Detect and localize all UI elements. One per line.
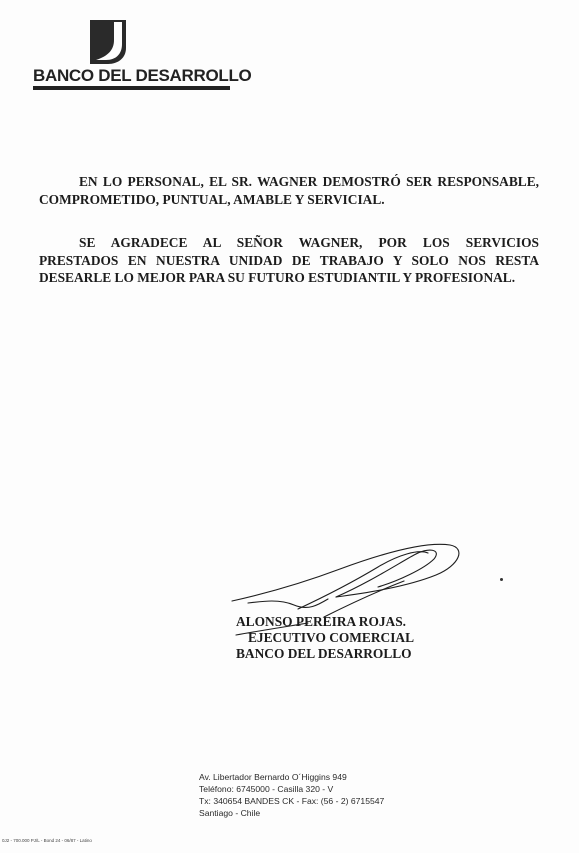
bank-name-logotype: BANCO DEL DESARROLLO [33,66,252,85]
logo-underline [33,86,230,90]
print-code: 0J2 - 700.000 PJ/L - Bond 24 - 06/87 - Latino [2,838,92,843]
paper-speck [500,578,503,581]
city-line: Santiago - Chile [199,808,261,818]
paragraph-line: DESEARLE LO MEJOR PARA SU FUTURO ESTUDIANTIL Y PROFESIONAL. [39,270,516,285]
paragraph-line: SE AGRADECE AL SEÑOR WAGNER, POR LOS SERVICIOS [79,235,539,250]
signatory-title: EJECUTIVO COMERCIAL [248,630,415,645]
footer-address [199,771,384,819]
paragraph-conduct [39,173,539,208]
paragraph-line: COMPROMETIDO, PUNTUAL, AMABLE Y SERVICIAL. [39,191,385,207]
signatory-name: ALONSO PEREIRA ROJAS. [236,614,407,629]
bank-logo-icon [86,18,132,66]
paragraph-line: EN LO PERSONAL, EL SR. WAGNER DEMOSTRÓ SER RESPONSABLE, [79,174,539,189]
telex-fax-line: Tx: 340654 BANDES CK - Fax: (56 - 2) 6715547 [199,796,385,806]
signatory-company: BANCO DEL DESARROLLO [236,646,412,661]
paragraph-thanks [39,234,539,287]
address-line: Av. Libertador Bernardo O´Higgins 949 [199,772,347,782]
signature-block [236,614,414,662]
paragraph-line: PRESTADOS EN NUESTRA UNIDAD DE TRABAJO Y SOLO NOS RESTA [39,252,539,268]
phone-line: Teléfono: 6745000 - Casilla 320 - V [199,784,334,794]
